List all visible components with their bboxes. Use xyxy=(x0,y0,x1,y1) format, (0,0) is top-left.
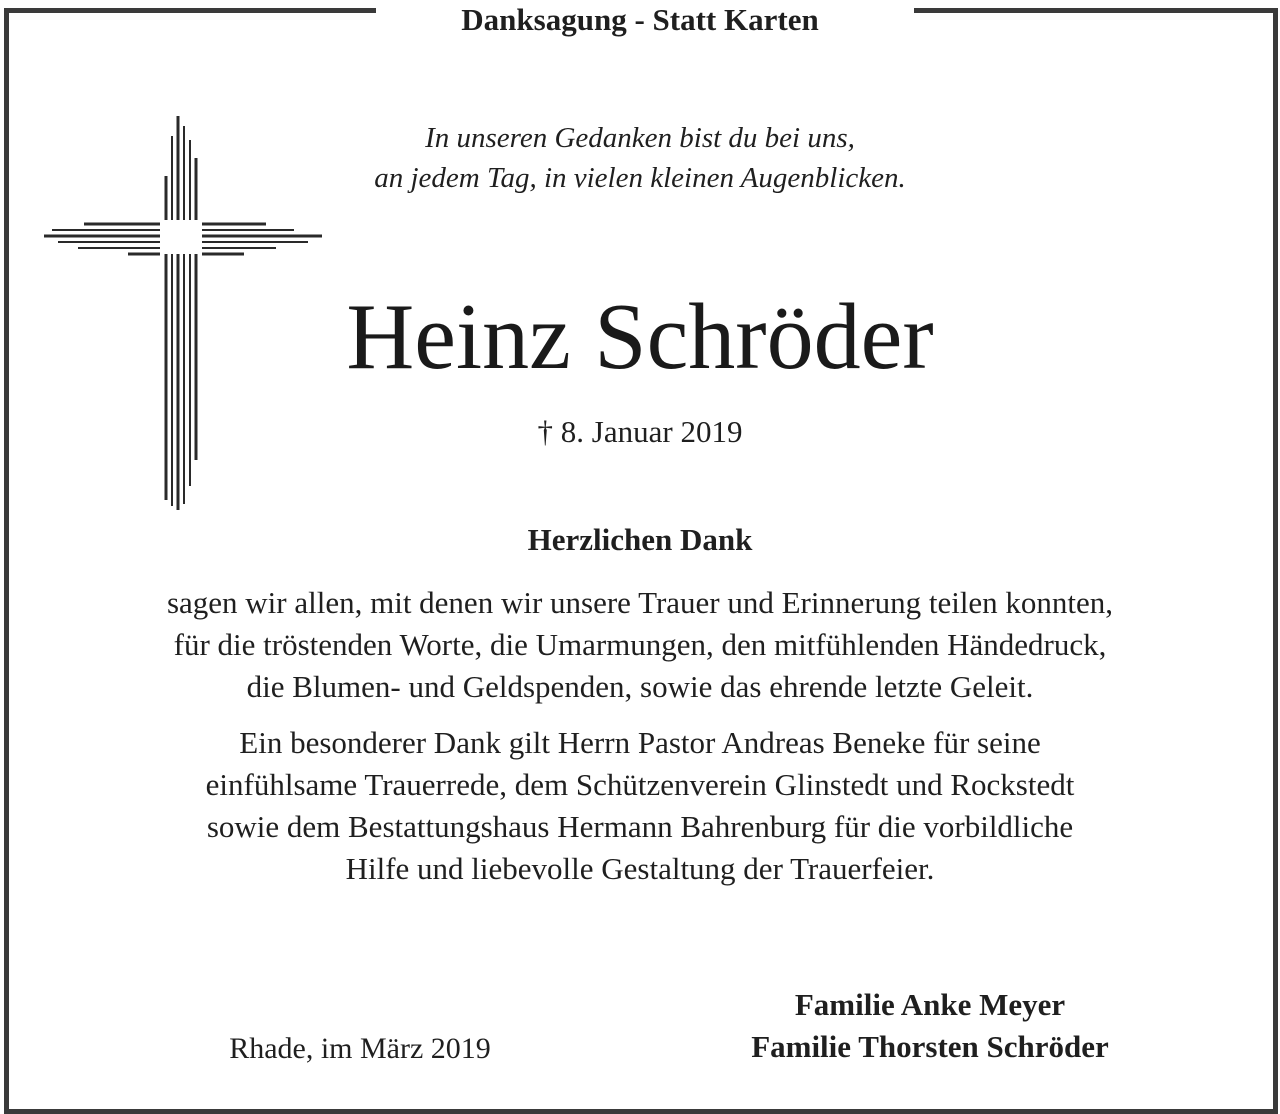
thanks-paragraph-1-line: für die tröstenden Worte, die Umarmungen, den mitfühlenden Händedruck, xyxy=(173,627,1107,662)
thanks-paragraph-1-line: die Blumen- und Geldspenden, sowie das ehrende letzte Geleit. xyxy=(246,669,1034,704)
thanks-paragraph-2-line: sowie dem Bestattungshaus Hermann Bahrenburg für die vorbildliche xyxy=(206,809,1074,844)
thanks-paragraph-1 xyxy=(40,582,1240,708)
thanks-paragraph-1-line: sagen wir allen, mit denen wir unsere Trauer und Erinnerung teilen konnten, xyxy=(166,585,1114,620)
quote-line-1: In unseren Gedanken bist du bei uns, xyxy=(425,122,855,154)
thanks-paragraph-2-line: einfühlsame Trauerrede, dem Schützenverein Glinstedt und Rockstedt xyxy=(205,767,1075,802)
place-date: Rhade, im März 2019 xyxy=(229,1032,491,1065)
quote xyxy=(280,118,1000,198)
thanks-heading: Herzlichen Dank xyxy=(527,522,753,557)
quote-line-2: an jedem Tag, in vielen kleinen Augenblicken. xyxy=(374,162,906,194)
header-title: Danksagung - Statt Karten xyxy=(461,2,819,37)
signatures xyxy=(680,984,1180,1068)
thanks-paragraph-2-line: Hilfe und liebevolle Gestaltung der Trauerfeier. xyxy=(345,851,935,886)
signature-line: Familie Thorsten Schröder xyxy=(751,1029,1109,1064)
signature-line: Familie Anke Meyer xyxy=(794,987,1066,1022)
thanks-paragraph-2-line: Ein besonderer Dank gilt Herrn Pastor Andreas Beneke für seine xyxy=(239,725,1041,760)
thanks-paragraph-2 xyxy=(40,722,1240,890)
death-date: † 8. Januar 2019 xyxy=(537,414,743,449)
deceased-name: Heinz Schröder xyxy=(346,285,934,389)
